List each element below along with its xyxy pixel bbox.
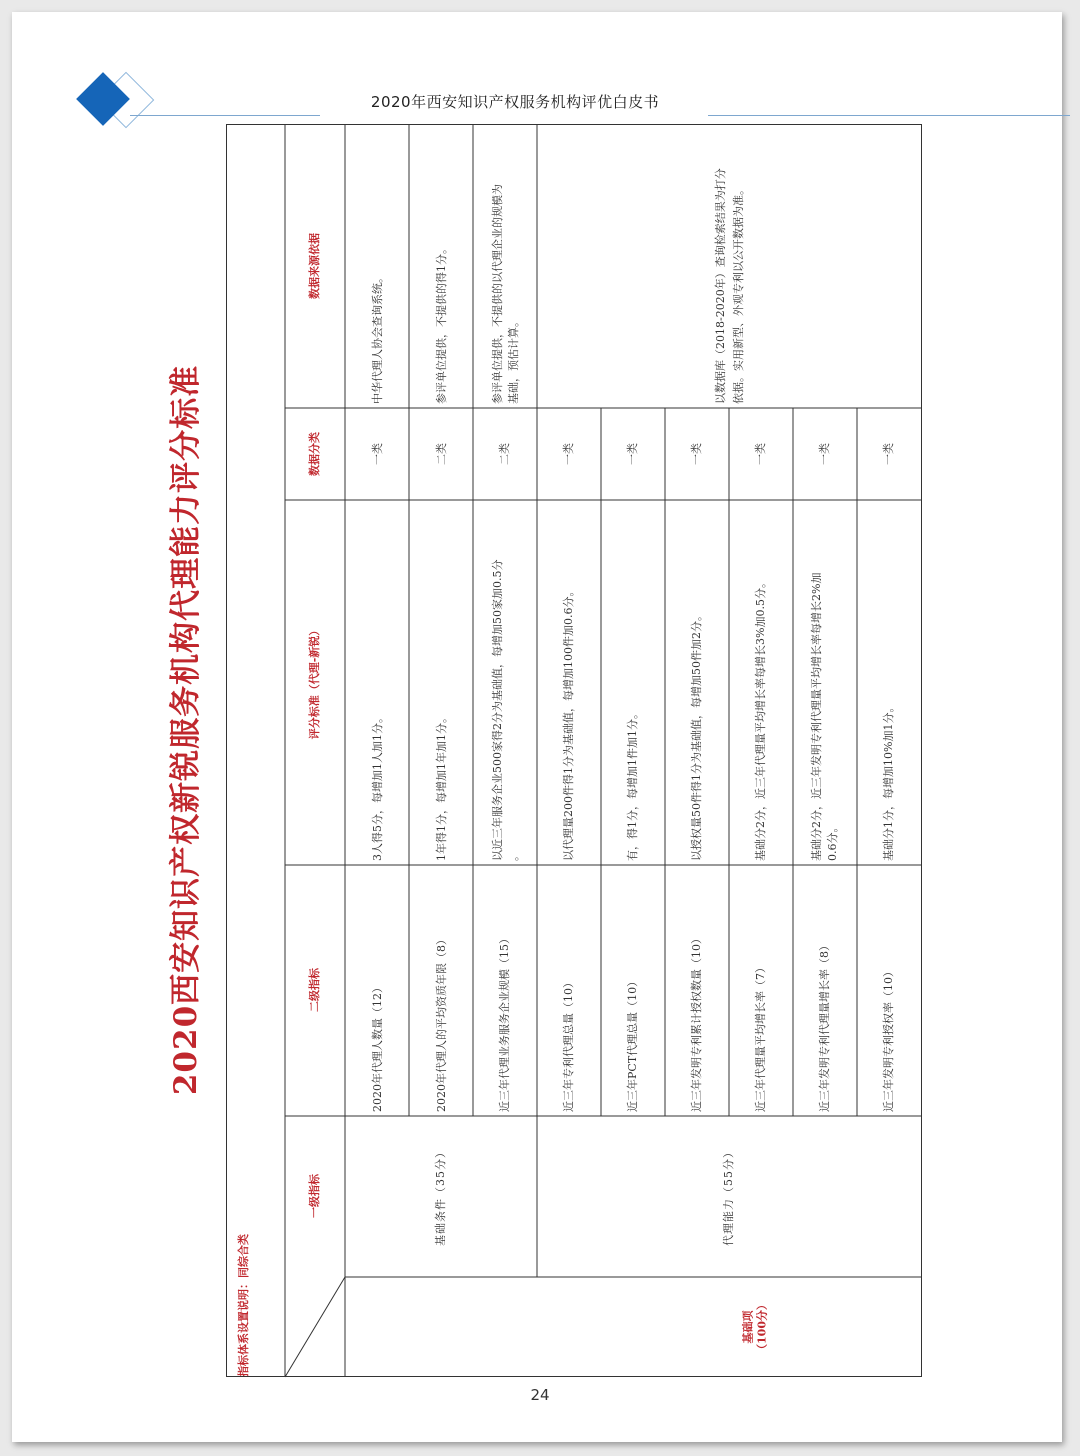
table-row-category: 二类 — [434, 443, 448, 465]
table-row-level2: 近三年代理业务服务企业规模（15） — [497, 933, 511, 1112]
table-row-category: 一类 — [561, 443, 575, 465]
base-item-line2: （100分） — [756, 1299, 769, 1355]
table-row-criteria-cont: 。 — [506, 850, 520, 861]
table-row-criteria: 以代理量200件得1分为基础值，每增加100件加0.6分。 — [561, 585, 575, 861]
base-item-line1: 基础项 — [741, 1310, 755, 1344]
table-row-level2: 2020年代理人数量（12） — [370, 982, 384, 1112]
table-row-criteria: 基础分2分，近三年发明专利代理量平均增长率每增长2%加 — [809, 572, 823, 861]
table-row-category: 一类 — [689, 443, 703, 465]
table-row-level2: 近三年发明专利累计授权数量（10） — [689, 933, 703, 1112]
table-row-source: 参评单位提供，不提供的以代理企业的规模为 — [490, 184, 504, 404]
table-row-category: 一类 — [881, 443, 895, 465]
table-row-level2: 近三年PCT代理总量（10） — [625, 975, 639, 1112]
table-row-criteria: 基础分1分，每增加10%加1分。 — [881, 701, 895, 861]
table-row-criteria-cont: 0.6分。 — [825, 821, 839, 861]
table-row-source: 参评单位提供，不提供的得1分。 — [434, 243, 448, 404]
table-row-level2: 近三年代理量平均增长率（7） — [753, 962, 767, 1112]
table-row-criteria: 有，得1分，每增加1件加1分。 — [625, 708, 639, 861]
table-row-level2: 近三年发明专利授权率（10） — [881, 966, 895, 1112]
table-row-criteria: 以近三年服务企业500家得2分为基础值，每增加50家加0.5分 — [490, 559, 504, 861]
table-row-category: 一类 — [753, 443, 767, 465]
table-row-source-cont: 基础，预估计算。 — [506, 316, 520, 404]
page-title: 2020西安知识产权新锐服务机构代理能力评分标准 — [167, 364, 204, 1096]
table-row-criteria: 基础分2分，近三年代理量平均增长率每增长3%加0.5分。 — [753, 577, 767, 861]
header-title: 2020年西安知识产权服务机构评优白皮书 — [370, 93, 660, 111]
table-row-level2: 近三年专利代理总量（10） — [561, 977, 575, 1112]
header-criteria: 评分标准（代理-新锐） — [307, 624, 321, 740]
table-row-criteria: 1年得1分，每增加1年加1分。 — [434, 712, 448, 861]
level1-agency: 代理能力（55分） — [721, 1146, 735, 1246]
header-level1: 一级指标 — [307, 1174, 321, 1218]
base-item-label — [742, 1299, 771, 1355]
table-row-category: 二类 — [497, 443, 511, 465]
table-row-category: 一类 — [370, 443, 384, 465]
page-number: 24 — [530, 1386, 550, 1404]
header-category: 数据分类 — [307, 432, 321, 476]
table-row-source: 中华代理人协会查询系统。 — [370, 272, 384, 404]
merged-source: 以数据库（2018-2020年）查询检索结果为打分 — [713, 168, 727, 404]
table-row-category: 一类 — [817, 443, 831, 465]
table-row-level2: 2020年代理人的平均资质年限（8） — [434, 934, 448, 1112]
level1-basic: 基础条件（35分） — [433, 1146, 447, 1246]
indicator-note: 指标体系设置说明：同综合类 — [236, 1234, 250, 1377]
table-row-criteria: 以授权量50件得1分为基础值，每增加50件加2分。 — [689, 610, 703, 861]
table-row-level2: 近三年发明专利代理量增长率（8） — [817, 940, 831, 1112]
table-row-criteria: 3人得5分，每增加1人加1分。 — [370, 712, 384, 861]
header-source: 数据来源依据 — [307, 233, 321, 299]
table-row-category: 一类 — [625, 443, 639, 465]
merged-source-cont: 依据。实用新型、外观专利以公开数据为准。 — [731, 184, 745, 404]
header-level2: 二级指标 — [307, 968, 321, 1012]
